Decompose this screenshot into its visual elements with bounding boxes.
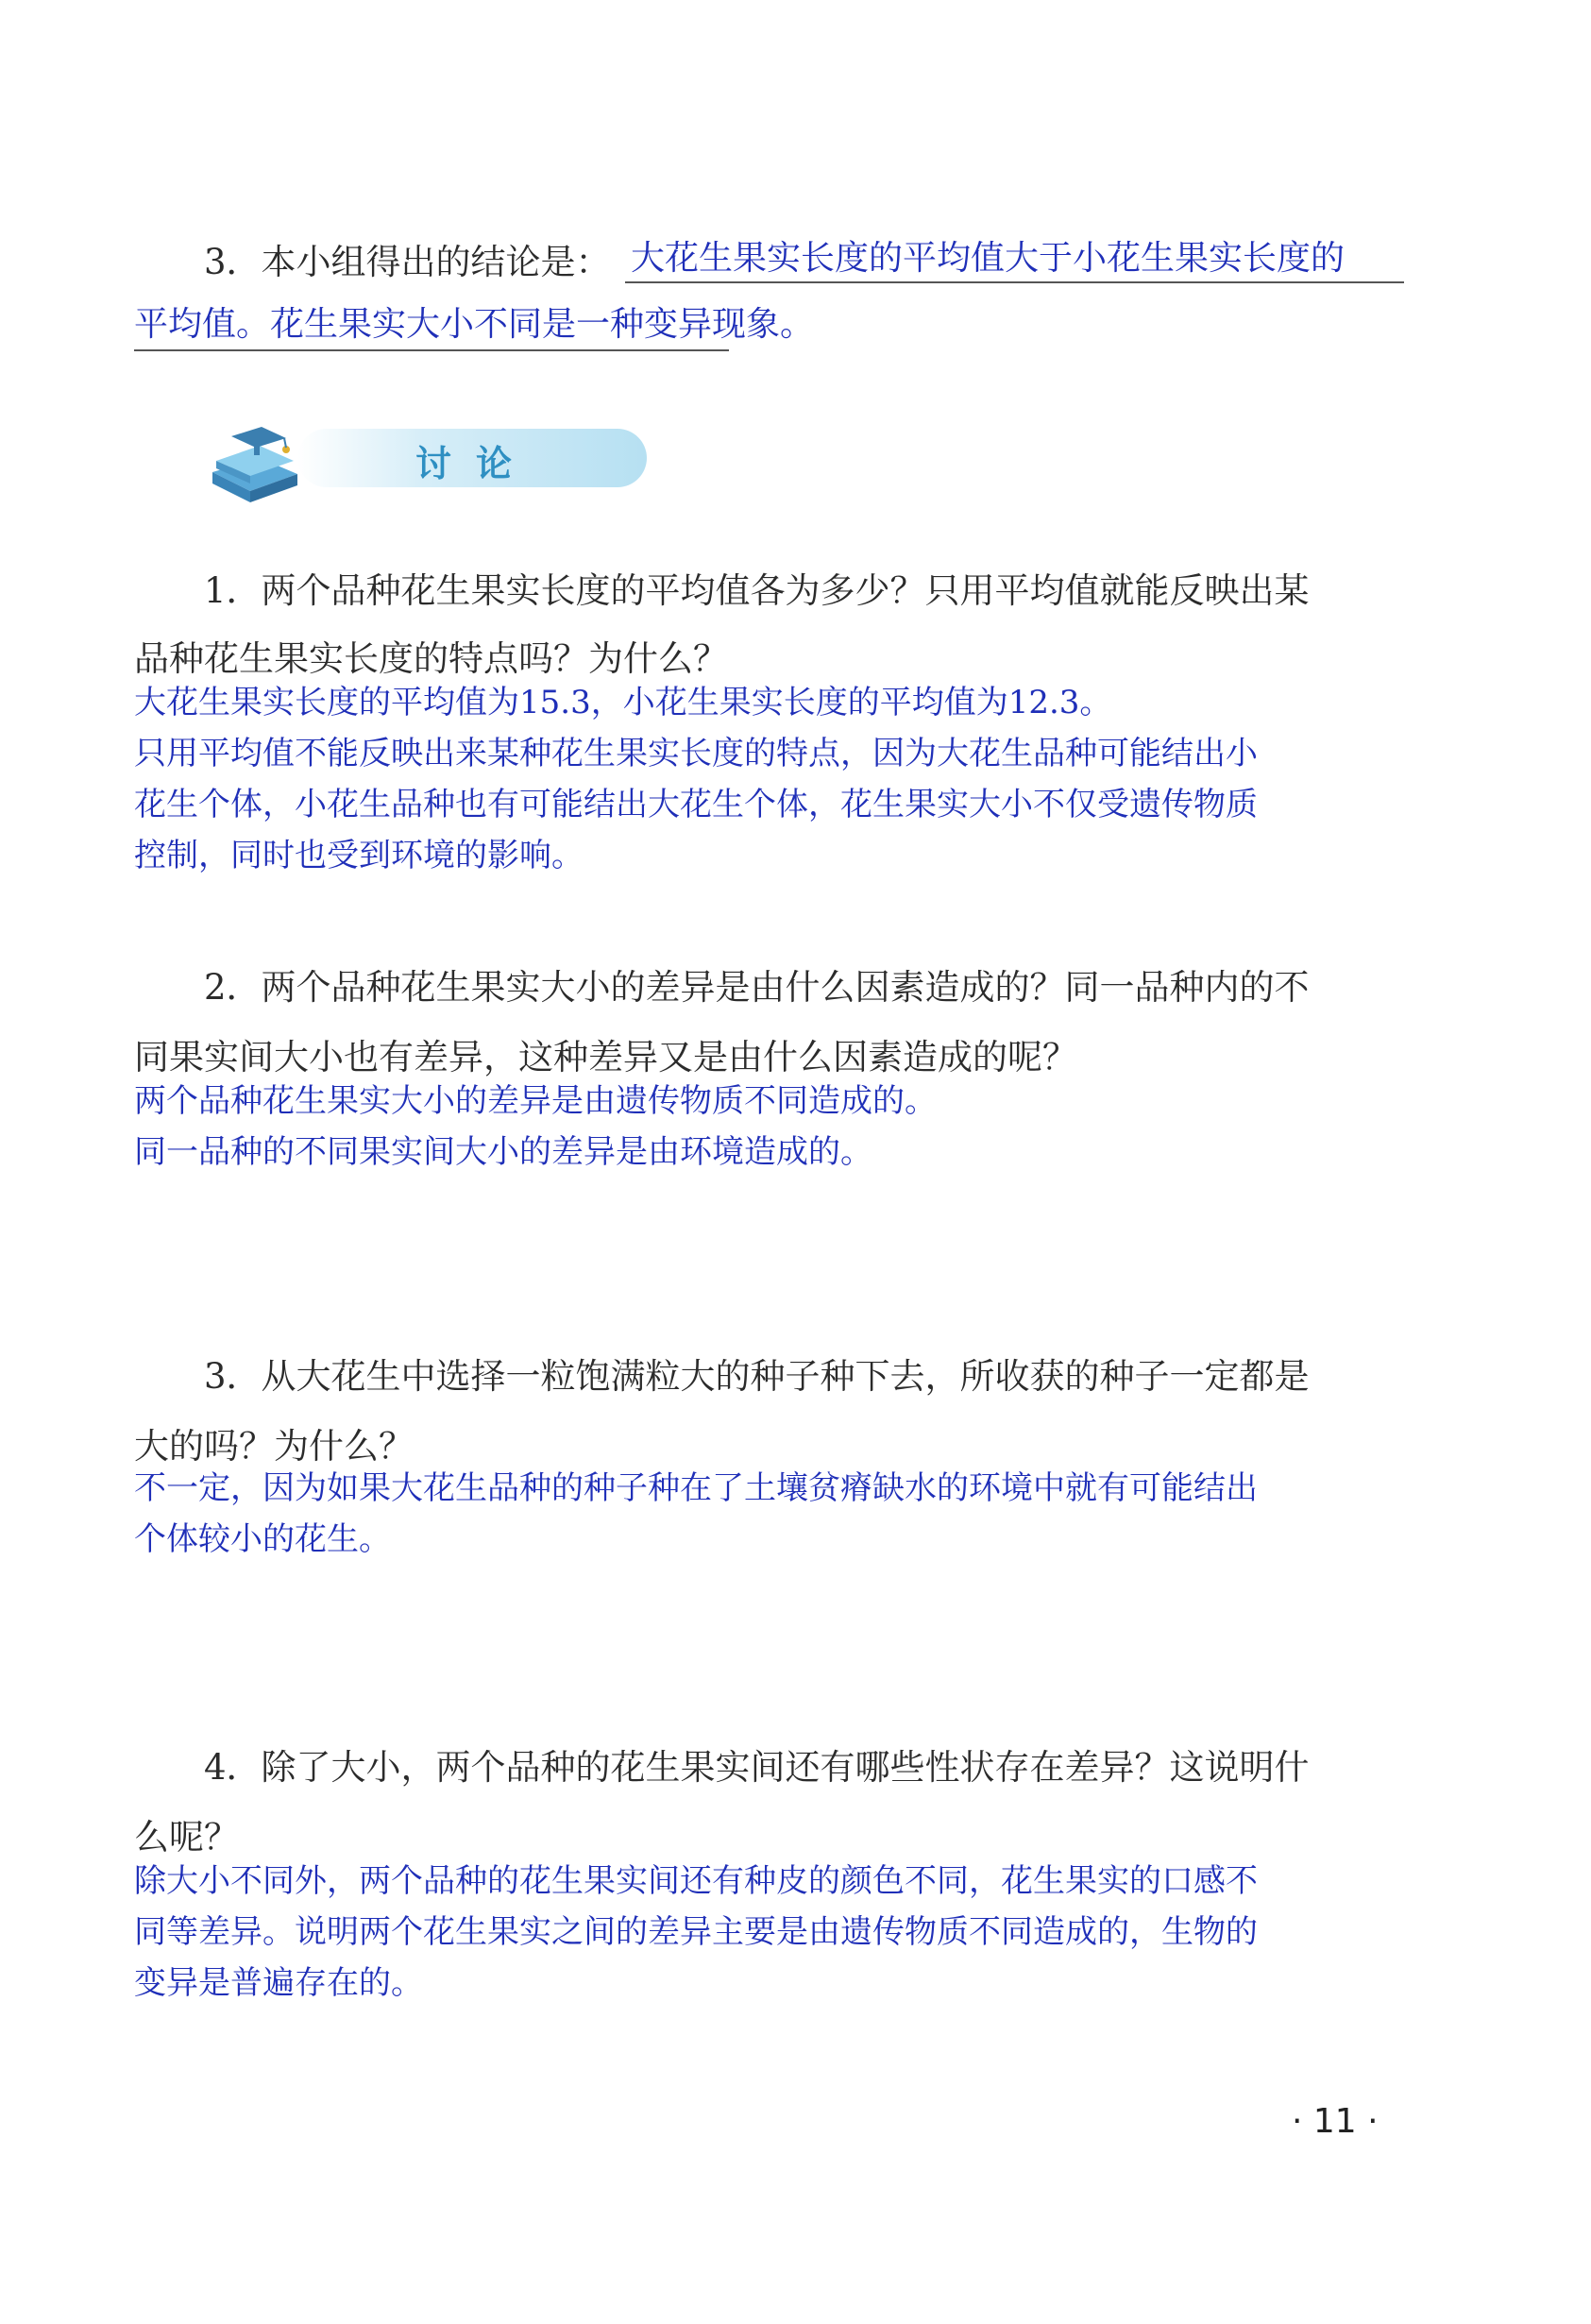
question-4-line1: 4．除了大小，两个品种的花生果实间还有哪些性状存在差异？这说明什 xyxy=(204,1747,1310,1788)
books-cap-icon xyxy=(203,416,307,510)
answer-4-line3: 变异是普遍存在的。 xyxy=(134,1964,423,2002)
answer-2-line1: 两个品种花生果实大小的差异是由遗传物质不同造成的。 xyxy=(134,1082,937,1120)
conclusion-answer-line2: 平均值。花生果实大小不同是一种变异现象。 xyxy=(134,305,815,344)
question-2-line2: 同果实间大小也有差异，这种差异又是由什么因素造成的呢？ xyxy=(134,1037,1077,1077)
answer-1-line3: 花生个体，小花生品种也有可能结出大花生个体，花生果实大小不仅受遗传物质 xyxy=(134,786,1258,823)
question-1-line2: 品种花生果实长度的特点吗？为什么？ xyxy=(134,638,728,679)
banner-title: 讨论 xyxy=(415,443,537,484)
answer-4-line2: 同等差异。说明两个花生果实之间的差异主要是由遗传物质不同造成的，生物的 xyxy=(134,1913,1258,1951)
answer-underline-1 xyxy=(625,281,1404,283)
answer-3-line2: 个体较小的花生。 xyxy=(134,1520,391,1558)
conclusion-answer-line1: 大花生果实长度的平均值大于小花生果实长度的 xyxy=(631,239,1346,278)
question-4-line2: 么呢？ xyxy=(134,1817,239,1858)
answer-3-line1: 不一定，因为如果大花生品种的种子种在了土壤贫瘠缺水的环境中就有可能结出 xyxy=(134,1469,1258,1507)
conclusion-prompt: 3．本小组得出的结论是： xyxy=(204,242,611,282)
question-3-line2: 大的吗？为什么？ xyxy=(134,1426,414,1467)
answer-2-line2: 同一品种的不同果实间大小的差异是由环境造成的。 xyxy=(134,1133,872,1171)
question-1-line1: 1．两个品种花生果实长度的平均值各为多少？只用平均值就能反映出某 xyxy=(204,570,1310,611)
question-3-line1: 3．从大花生中选择一粒饱满粒大的种子种下去，所收获的种子一定都是 xyxy=(204,1356,1310,1397)
page-number: · 11 · xyxy=(1292,2102,1379,2141)
discussion-banner xyxy=(203,416,647,510)
answer-1-line2: 只用平均值不能反映出来某种花生果实长度的特点，因为大花生品种可能结出小 xyxy=(134,735,1258,772)
answer-1-line1: 大花生果实长度的平均值为15.3，小花生果实长度的平均值为12.3。 xyxy=(134,684,1112,721)
answer-1-line4: 控制，同时也受到环境的影响。 xyxy=(134,837,584,874)
answer-underline-2 xyxy=(134,349,729,351)
question-2-line1: 2．两个品种花生果实大小的差异是由什么因素造成的？同一品种内的不 xyxy=(204,967,1310,1008)
answer-4-line1: 除大小不同外，两个品种的花生果实间还有种皮的颜色不同，花生果实的口感不 xyxy=(134,1862,1258,1900)
